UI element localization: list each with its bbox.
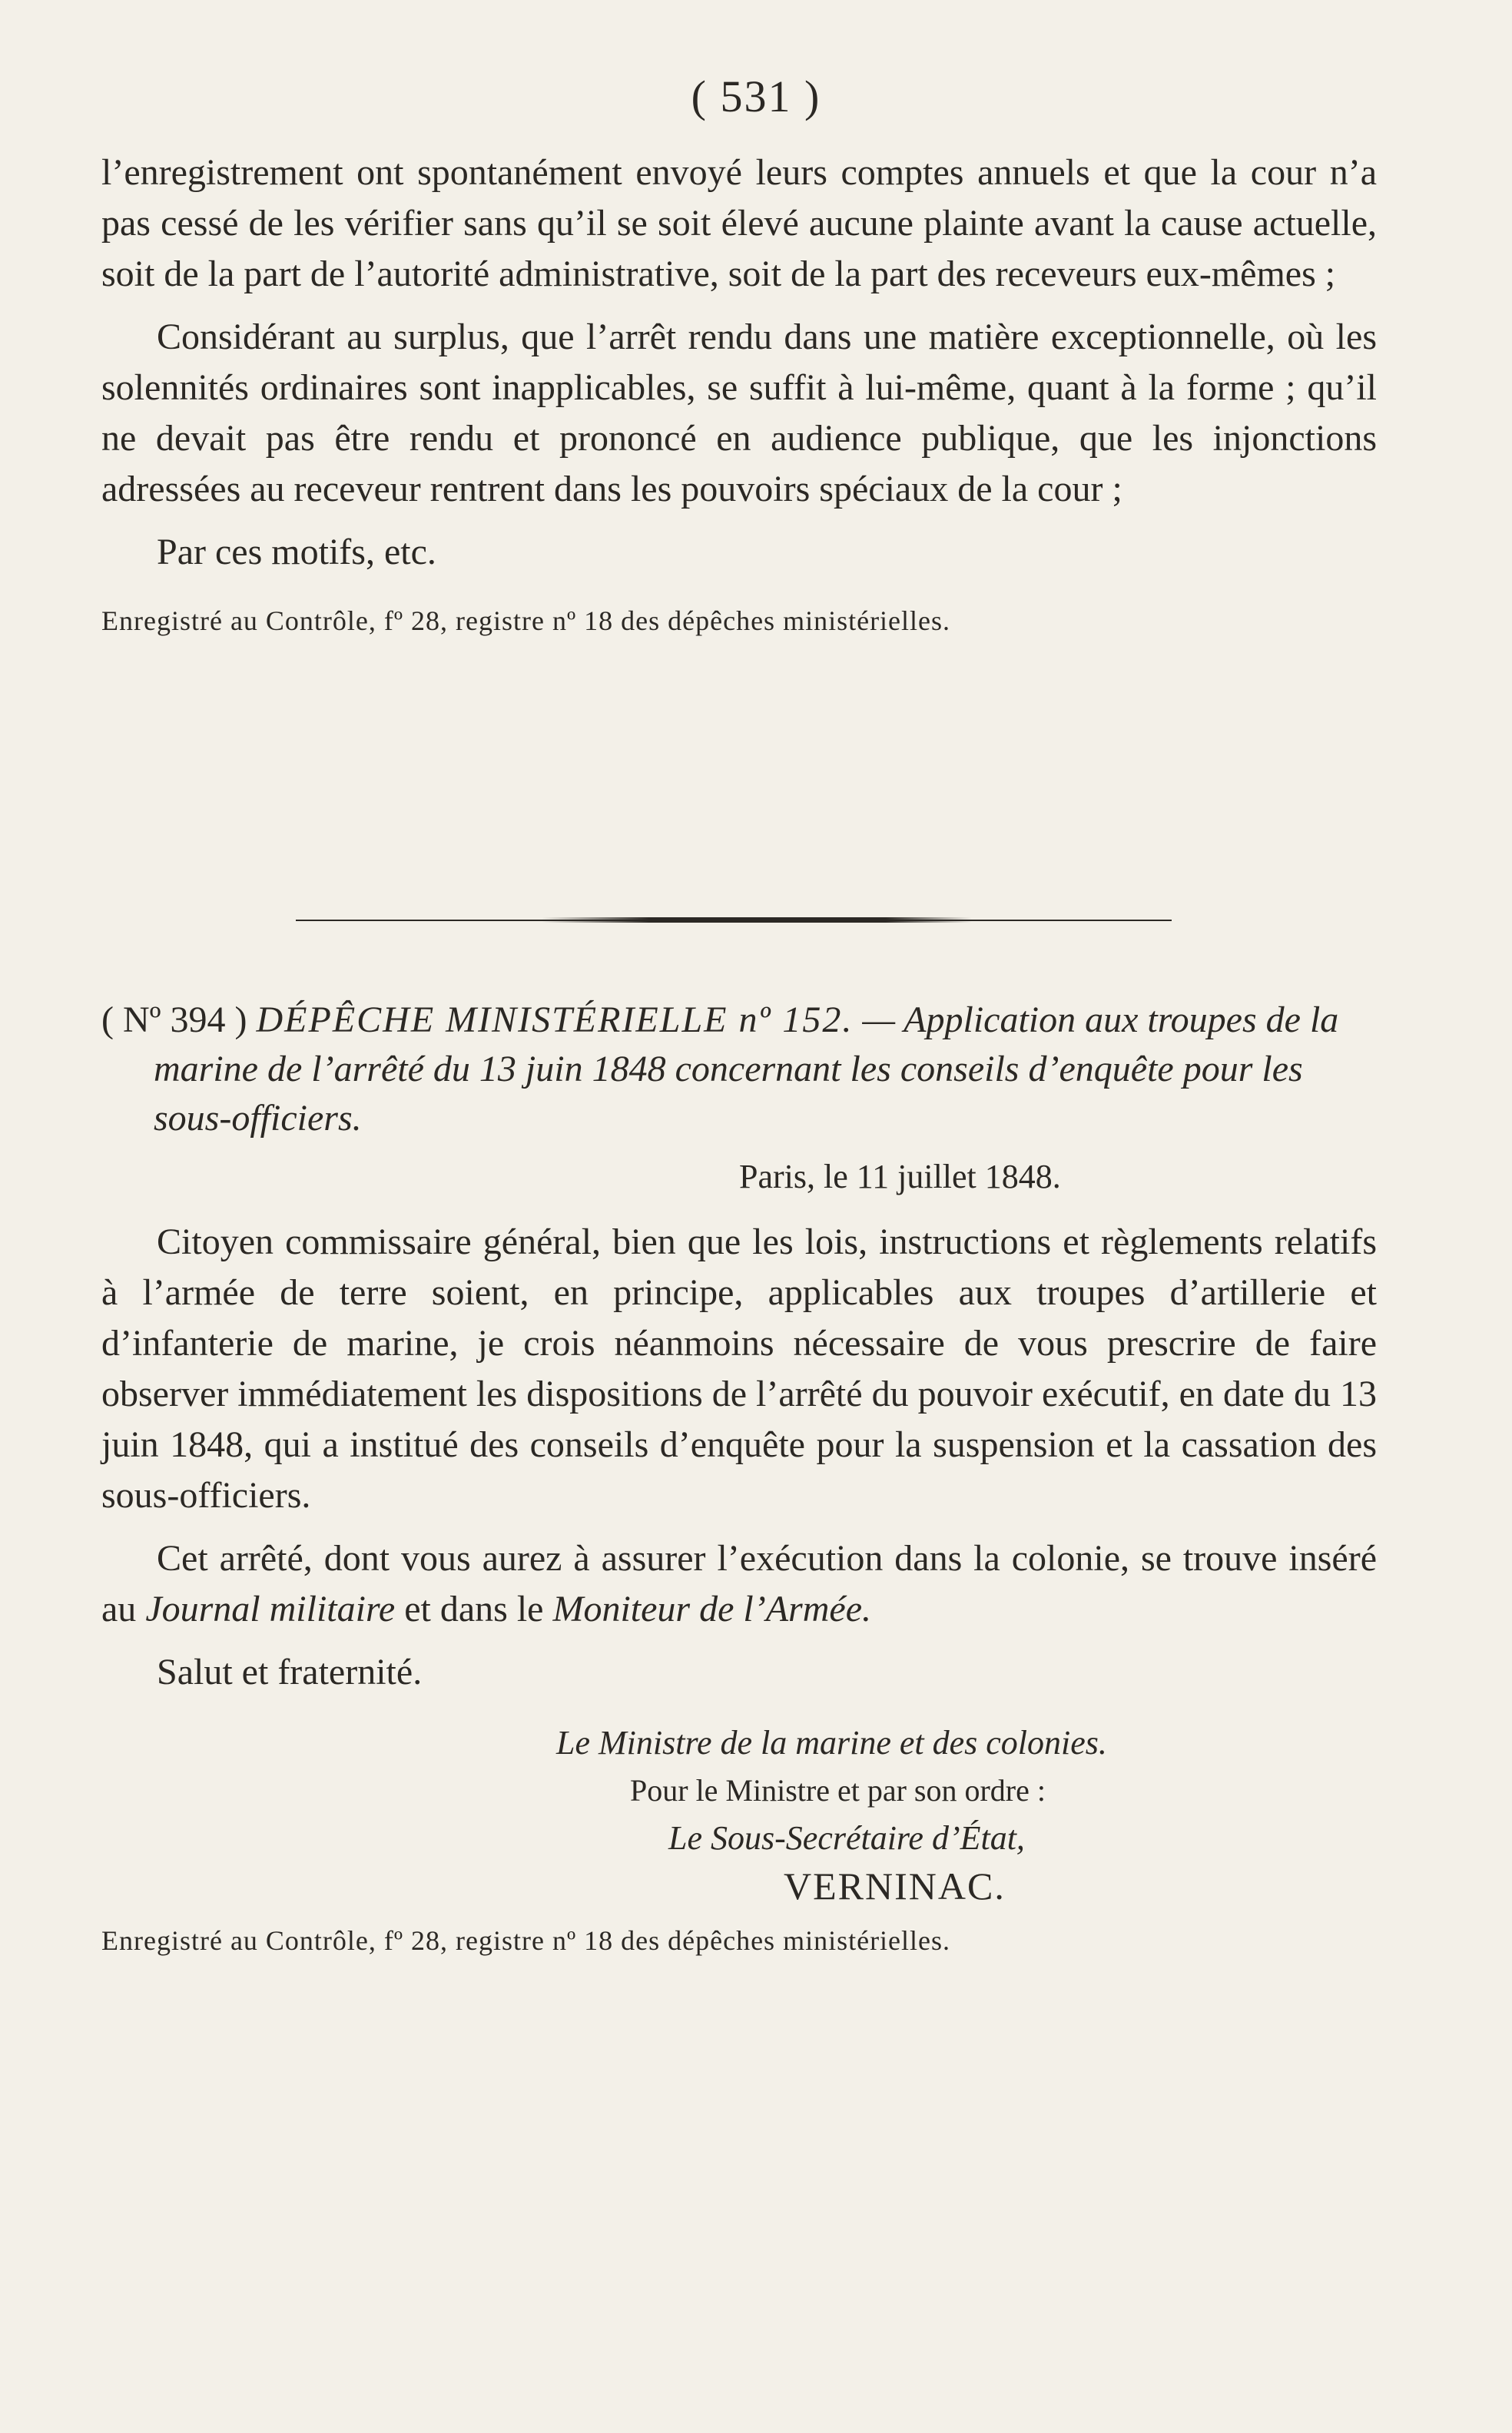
paragraph-instructions: Citoyen commissaire général, bien que les lois, instructions et règlements relatifs à l’armée de terre soient, en principe, applicables aux troupes d’artillerie et d’infanterie de marine, je crois néanmoins nécessaire de vous prescrire de faire observer immédiatement les dispositions de l’arrêté du pouvoir exécutif, en date du 13 juin 1848, qui a institué des conseils d’enquête pour la suspension et la cassation des sous-officiers. <box>101 1221 1377 1516</box>
publication-text-mid: et dans le <box>404 1589 544 1629</box>
dispatch-date: Paris, le 11 juillet 1848. <box>739 1158 1061 1195</box>
dispatch-heading <box>101 996 1377 1143</box>
paragraph-salutation: Salut et fraternité. <box>157 1652 423 1692</box>
dispatch-subject: — Application aux troupes de la marine de l’arrêté du 13 juin 1848 concernant les conseils d’enquête pour les sous-officiers. <box>154 999 1339 1139</box>
dispatch-number: ( Nº 394 ) <box>101 999 247 1040</box>
previous-decision-end <box>101 148 1377 638</box>
registration-note: Enregistré au Contrôle, fº 28, registre nº 18 des dépêches ministérielles. <box>101 605 951 636</box>
dispatch-title: DÉPÊCHE MINISTÉRIELLE nº 152. <box>256 999 854 1040</box>
section-separator <box>296 917 1172 923</box>
signature-name: VERNINAC. <box>784 1865 1006 1908</box>
paragraph-considering: Considérant au surplus, que l’arrêt rendu dans une matière exceptionnelle, où les solennités ordinaires sont inapplicables, se suffit à lui-même, quant à la forme ; qu’il ne devait pas être rendu et prononcé en audience publique, que les injonctions adressées au receveur rentrent dans les pouvoirs spéciaux de la cour ; <box>101 317 1377 509</box>
signature-minister: Le Ministre de la marine et des colonies. <box>556 1724 1107 1762</box>
moniteur-armee: Moniteur de l’Armée. <box>552 1589 871 1629</box>
paragraph-motifs: Par ces motifs, etc. <box>157 532 436 572</box>
publication-text-start: Cet arrêté, dont vous aurez à assurer l’exécution dans la colonie, se trouve inséré au <box>101 1538 1377 1629</box>
paragraph-publication <box>101 1533 1377 1635</box>
ministerial-dispatch <box>101 996 1377 1957</box>
separator-swell <box>542 917 972 923</box>
signature-order: Pour le Ministre et par son ordre : <box>630 1773 1046 1808</box>
paragraph-accounts: l’enregistrement ont spontanément envoyé leurs comptes annuels et que la cour n’a pas cessé de les vérifier sans qu’il se soit élevé aucune plainte avant la cause actuelle, soit de la part de l’autorité administrative, soit de la part des receveurs eux-mêmes ; <box>101 152 1377 294</box>
signature-title: Le Sous-Secrétaire d’État, <box>668 1819 1025 1857</box>
journal-militaire: Journal militaire <box>145 1589 396 1629</box>
page-number: ( 531 ) <box>691 71 821 121</box>
registration-note-2: Enregistré au Contrôle, fº 28, registre nº 18 des dépêches ministérielles. <box>101 1925 951 1956</box>
